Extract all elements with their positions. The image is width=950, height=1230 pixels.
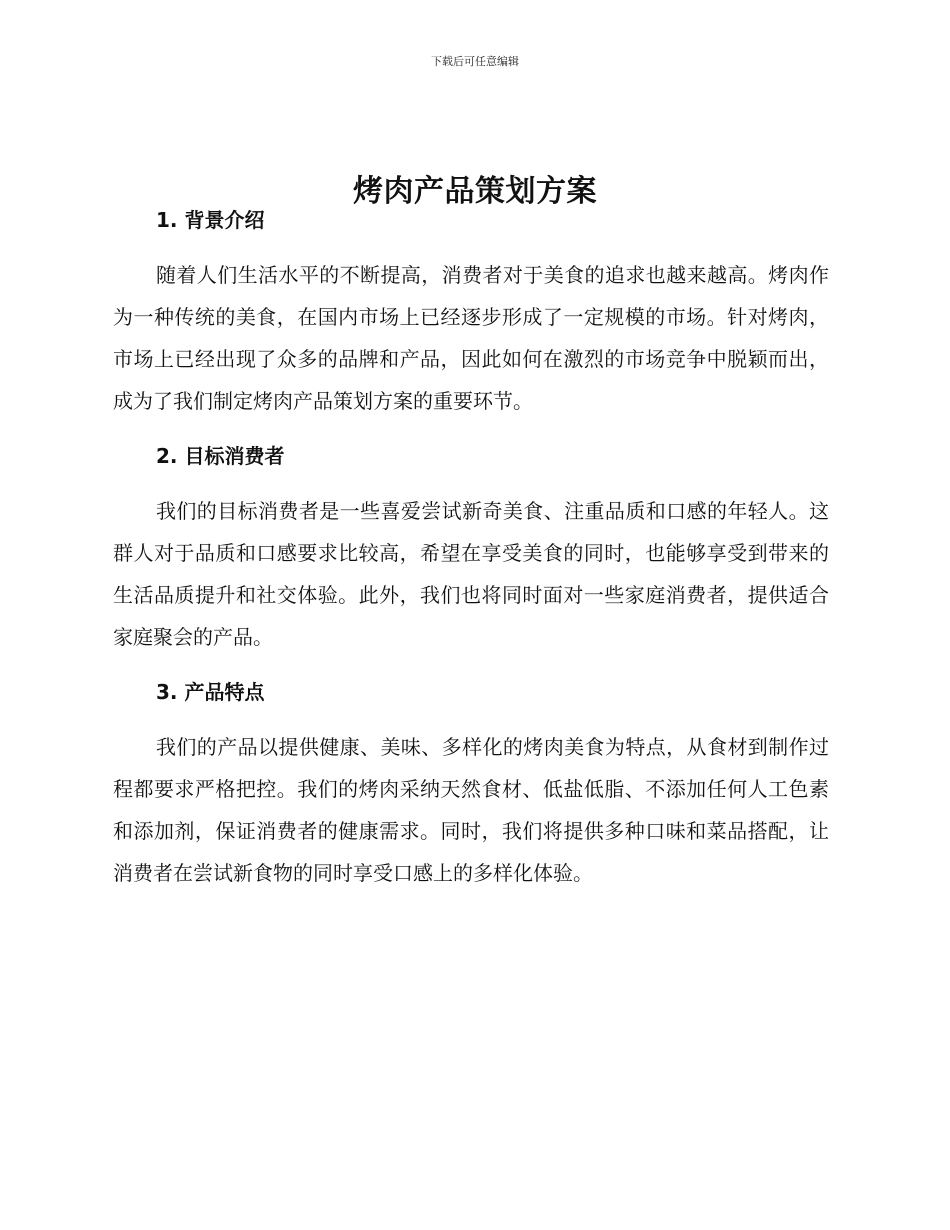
section-paragraph: 我们的目标消费者是一些喜爱尝试新奇美食、注重品质和口感的年轻人。这群人对于品质和口感要求比较高，希望在享受美食的同时，也能够享受到带来的生活品质提升和社交体验。此外，我们也将同时面对一些家庭消费者，提供适合家庭聚会的产品。: [113, 499, 829, 649]
section-paragraph: 随着人们生活水平的不断提高，消费者对于美食的追求也越来越高。烤肉作为一种传统的美食，在国内市场上已经逐步形成了一定规模的市场。针对烤肉，市场上已经出现了众多的品牌和产品，因此如何在激烈的市场竞争中脱颖而出，成为了我们制定烤肉产品策划方案的重要环节。: [113, 263, 829, 413]
section-heading: 2. 目标消费者: [156, 444, 285, 468]
section-target-consumers: [113, 436, 829, 658]
document-title: 烤肉产品策划方案: [353, 174, 597, 210]
page-header: 下载后可任意编辑: [431, 55, 519, 68]
section-background: [113, 200, 829, 422]
section-heading: 3. 产品特点: [156, 680, 265, 704]
section-paragraph: 我们的产品以提供健康、美味、多样化的烤肉美食为特点，从食材到制作过程都要求严格把控。我们的烤肉采纳天然食材、低盐低脂、不添加任何人工色素和添加剂，保证消费者的健康需求。同时，我们将提供多种口味和菜品搭配，让消费者在尝试新食物的同时享受口感上的多样化体验。: [113, 735, 829, 885]
section-product-features: [113, 672, 829, 894]
document-content: [113, 200, 829, 908]
section-heading: 1. 背景介绍: [156, 208, 265, 232]
